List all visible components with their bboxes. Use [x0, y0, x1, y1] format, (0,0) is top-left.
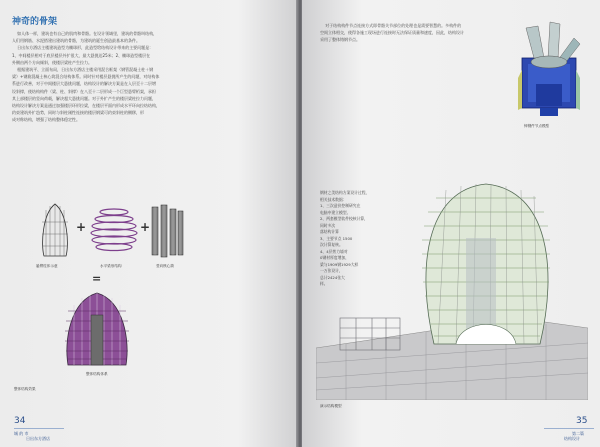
combined-structure-diagram	[62, 291, 132, 367]
footer-subtitle-left: 日出东方酒店	[26, 436, 50, 441]
footer-title-right: 第二篇	[572, 431, 584, 436]
caption-bottom-left: 整体结构效果	[14, 387, 36, 391]
caption-structural-model: 演示结构模型	[320, 404, 342, 408]
structural-model-render	[316, 178, 588, 400]
right-body-text: 对于结构构件节点连接方式即骨骼关节部位的处理也是需要智慧的。多构件的 空间立体相交，使得各施工现场进行连接时无法保证质量和速度，因此，结构设计 采用了整体铸钢节点。	[320, 23, 464, 43]
page-number-right: 35	[576, 416, 588, 426]
equals-sign: =	[92, 272, 102, 285]
caption-node: 铸钢件节点模型	[524, 124, 550, 128]
footer-subtitle-right: 结构设计	[564, 436, 580, 441]
caption-facade: 悬臂柱体示意	[36, 264, 58, 268]
ring-stack-diagram	[88, 206, 140, 256]
caption-rings: 水平梁形结构	[100, 264, 122, 268]
caption-combined: 整体结构体系	[86, 372, 108, 376]
plus-sign: +	[140, 220, 151, 234]
footer-rule	[544, 428, 594, 429]
core-columns-diagram	[150, 203, 186, 259]
caption-cores: 竖向核心筒	[156, 264, 174, 268]
info-text: 钢材之美结构方案设计过程， 相关技术数据： 1、三次造价控制研究在 电脑中建立模型。 2、两套模型软件校核计算， 同时多次 落结构计算 3、主要节点 1500 次计算复核。 4、4层剪力墙对 0钢材厚度增加， 梁与1909钢1929大样 一万张设计， 总计2424张大 样。	[320, 190, 370, 286]
plus-sign: +	[76, 220, 87, 234]
right-page	[302, 0, 600, 447]
facade-diagram	[38, 202, 72, 258]
left-body-text: 如人体一样，建筑也有自己的肌肉和骨骼。在设计领域里，建筑的骨骼叫结构， 人们用钢筋、水泥搭建出建筑的骨骼，为建筑的诞生创造最基本的条件。 日出东方酒店主楼建筑造型为椭球形，此造型给结构设计带来的主要问题是： 1、中间楼层相对于底层楼层外扩很大，最大悬挑达25米；2、椭球造型楼层在 外侧由两个方向倾斜，使楼层梁柱产生拉力。 根据建筑平、立面布局，日出东方酒店主楼采用混合框架（钢管混凝土柱＋钢 梁）+钢筋混凝土核心筒混合结构体系。同时针对楼层悬挑所产生的问题，对结构体 系进行改善，对于中间楼层大悬挑问题，结构设计的解决方案是在入层至十二层增 设斜撑，使结构构件（梁、柱、斜撑）在八至十二层形成一个巨型悬臂桁架，承担 其上部楼层的竖向荷载，解决超大悬挑问题。对于外扩产生的楼层梁柱拉力问题， 结构设计解决方案是通过加强楼层环形拉梁，在楼层平面内形成水平环向拉结结构， 约束建筑外扩趋势，同时与斜柱刚性连接的楼层钢梁可约束斜柱的侧移，形 成对称结构，增强了结构整体稳定性。	[12, 31, 160, 123]
page-number-left: 34	[14, 416, 26, 426]
section-title: 神奇的骨架	[12, 17, 58, 27]
footer-rule	[14, 428, 64, 429]
cast-steel-node-model	[514, 18, 584, 118]
left-page	[0, 0, 298, 447]
footer-title-left: 城 的 市	[14, 431, 29, 436]
